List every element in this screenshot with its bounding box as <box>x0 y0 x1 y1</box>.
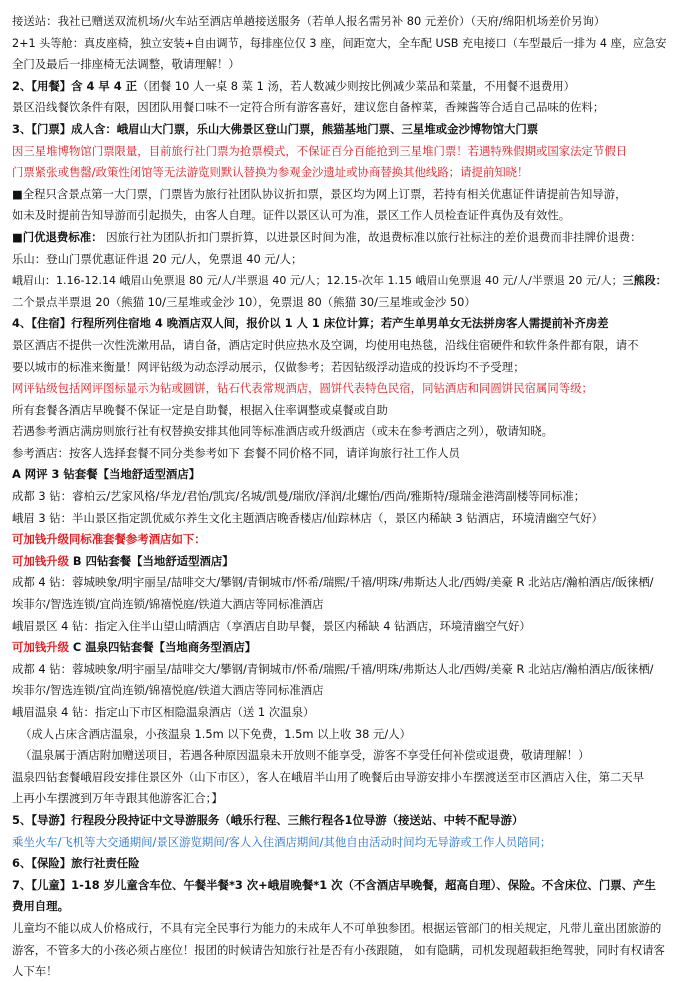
text-segment: （成人占床含酒店温泉，小孩温泉 1.5m 以下免费，1.5m 以上收 38 元/人） <box>20 726 412 741</box>
text-line <box>12 961 668 983</box>
text-segment: 三熊段： <box>622 274 667 288</box>
text-line <box>12 141 668 163</box>
text-line <box>12 119 668 141</box>
text-line <box>12 184 668 206</box>
text-segment: 儿童均不能以成人价格成行，不具有完全民事行为能力的未成年人不可单独参团。根据运管部门的相关规定，凡带儿童出团旅游的 <box>12 920 662 935</box>
text-segment: 3、【门票】成人含：峨眉山大门票，乐山大佛景区登山门票，熊猫基地门票、三星堆或金沙博物馆大门票 <box>12 121 539 136</box>
text-line <box>12 832 668 854</box>
text-line <box>12 875 668 897</box>
text-segment: 温泉四钻套餐峨眉段安排住景区外（山下市区），客人在峨眉半山用了晚餐后由导游安排小车摆渡送至市区酒店入住，第二天早 <box>12 769 645 784</box>
text-segment: 2、【用餐】含 4 早 4 正 <box>12 78 138 93</box>
text-segment: 成都 3 钻：睿柏云/艺家风格/华龙/君怡/凯宾/名城/凯曼/瑞欣/泽润/北螺怡/西尚/雅斯特/璟瑞金港湾副楼等同标准； <box>12 489 586 504</box>
text-line <box>12 551 668 573</box>
text-segment: 接送站：我社已赠送双流机场/火车站至酒店单趟接送服务（若单人报名需另补 80 元差价）（天府/绵阳机场差价另询） <box>12 14 606 28</box>
text-segment: 上再小车摆渡到万年寺跟其他游客汇合；】 <box>12 791 223 806</box>
text-line <box>12 918 668 940</box>
text-line <box>12 702 668 724</box>
text-segment: 参考酒店：按客人选择套餐不同分类参考如下 套餐不同价格不同，请详询旅行社工作人员 <box>12 445 460 460</box>
text-line <box>12 335 668 357</box>
text-segment: 网评钻级包括网评图标显示为钻或圆饼，钻石代表常规酒店，圆饼代表特色民宿，同钻酒店和同圆饼民宿属同等级； <box>12 381 593 396</box>
text-line <box>12 162 668 184</box>
text-line <box>12 486 668 508</box>
text-segment: 5、【导游】行程段分段持证中文导游服务（峨乐行程、三熊行程各1位导游（接送站、中转不配导游） <box>12 812 524 827</box>
text-segment: A 网评 3 钻套餐【当地舒适型酒店】 <box>12 467 201 482</box>
text-segment: 景区酒店不提供一次性洗漱用品，请自备，酒店定时供应热水及空调，均使用电热毯，沿线住宿硬件和软件条件都有限，请不 <box>12 337 639 352</box>
text-segment: 全门及最后一排座椅无法调整，敬请理解！） <box>12 57 240 72</box>
text-line <box>12 76 668 98</box>
text-line <box>12 810 668 832</box>
text-segment: （团餐 10 人一桌 8 菜 1 汤，若人数减少则按比例减少菜品和菜量，不用餐不退费用） <box>137 78 576 93</box>
text-line <box>12 637 668 659</box>
text-line <box>12 896 668 918</box>
text-segment: 乐山：登山门票优惠证件退 20 元/人，免票退 40 元/人； <box>12 251 303 266</box>
text-segment: 费用自理。 <box>12 899 69 914</box>
text-segment: 乘坐火车/飞机等大交通期间/景区游览期间/客人入住酒店期间/其他自由活动时间均无导游或工作人员陪同； <box>12 834 552 849</box>
text-segment: 二个景点半票退 20（熊猫 10/三星堆或金沙 10），免票退 80（熊猫 30/三星堆或金沙 50） <box>12 294 476 309</box>
text-segment: 人下车！ <box>12 964 58 979</box>
text-segment: 峨眉景区 4 钻：指定入住半山望山晴酒店（享酒店自助早餐，景区内稀缺 4 钻酒店，环境清幽空气好） <box>12 618 531 633</box>
text-segment: ■门优退费标准： <box>12 229 103 244</box>
text-line <box>12 745 668 767</box>
text-segment: 6、【保险】旅行社责任险 <box>12 856 140 871</box>
text-line <box>12 767 668 789</box>
text-line <box>12 270 668 292</box>
text-segment: 景区沿线餐饮条件有限，因团队用餐口味不一定符合所有游客喜好，建议您自备榨菜，香辣酱等合适自己品味的佐料； <box>12 100 605 115</box>
text-line <box>12 400 668 422</box>
text-segment: 门票紧张或售罄/政策性闭馆等无法游览则默认替换为参观金沙遗址或协商替换其他线路；请提前知晓！ <box>12 165 529 180</box>
text-line <box>12 227 668 249</box>
text-segment: 因三星堆博物馆门票限量，目前旅行社门票为抢票模式，不保证百分百能抢到三星堆门票！若遇特殊假期或国家法定节假日 <box>12 143 628 158</box>
text-segment: 2+1 头等舱：真皮座椅，独立安装+自由调节，每排座位仅 3 座，间距宽大，全车配 USB 充电接口（车型最后一排为 4 座，应急安 <box>12 36 667 50</box>
text-segment: 峨眉山：1.16-12.14 峨眉山免票退 80 元/人/半票退 40 元/人；12.15-次年 1.15 峨眉山免票退 40 元/人/半票退 20 元/人； <box>12 274 623 288</box>
text-line <box>12 421 668 443</box>
text-line <box>12 508 668 530</box>
text-segment: 埃菲尔/智选连锁/宜尚连锁/锦禧悦庭/铁道大酒店等同标准酒店 <box>12 597 324 612</box>
text-line <box>12 724 668 746</box>
text-line <box>12 313 668 335</box>
text-line <box>12 11 668 33</box>
text-segment: 4、【住宿】行程所列住宿地 4 晚酒店双人间，报价以 1 人 1 床位计算；若产生单男单女无法拼房客人需提前补齐房差 <box>12 316 609 331</box>
text-line <box>12 33 668 55</box>
text-segment: B 四钻套餐【当地舒适型酒店】 <box>68 553 234 568</box>
text-segment: ■全程只含景点第一大门票，门票皆为旅行社团队协议折扣票，景区均为网上订票，若持有相关优惠证件请提前告知导游， <box>12 186 627 201</box>
text-line <box>12 940 668 962</box>
text-segment: 因旅行社为团队折扣门票折算，以进景区时间为准，故退费标准以旅行社标注的差价退费而非挂牌价退费： <box>102 229 642 244</box>
text-line <box>12 357 668 379</box>
text-segment: 成都 4 钻：蓉城映象/明宇丽呈/喆啡交大/攀钢/青铜城市/怀希/瑞熙/千禧/明珠/弗斯达人北/西姆/美豪 R 北站店/瀚柏酒店/皈徕栖/ <box>12 661 654 676</box>
text-segment: 峨眉 3 钻：半山景区指定凯优威尔养生文化主题酒店晚香楼店/仙踪林店（，景区内稀缺 3 钻酒店，环境清幽空气好） <box>12 510 603 525</box>
text-line <box>12 594 668 616</box>
text-line <box>12 97 668 119</box>
text-segment: 峨眉温泉 4 钻：指定山下市区相隐温泉酒店（送 1 次温泉） <box>12 705 315 719</box>
text-line <box>12 205 668 227</box>
text-line <box>12 54 668 76</box>
text-line <box>12 249 668 271</box>
text-line <box>12 616 668 638</box>
text-segment: 要以城市的标准来衡量！网评钻级为动态浮动展示，仅做参考；若因钻级浮动造成的投诉均不予受理； <box>12 359 525 374</box>
text-segment: 7、【儿童】1-18 岁儿童含车位、午餐半餐*3 次+峨眉晚餐*1 次（不含酒店早晚餐，超高自理）、保险。不含床位、门票、产生 <box>12 877 656 892</box>
text-segment: 所有套餐各酒店早晚餐不保证一定是自助餐，根据入住率调整或桌餐或自助 <box>12 402 388 417</box>
text-line <box>12 572 668 594</box>
text-line <box>12 853 668 875</box>
text-line <box>12 529 668 551</box>
text-segment: 成都 4 钻：蓉城映象/明宇丽呈/喆啡交大/攀钢/青铜城市/怀希/瑞熙/千禧/明珠/弗斯达人北/西姆/美豪 R 北站店/瀚柏酒店/皈徕栖/ <box>12 575 654 590</box>
text-segment: 游客，不管多大的小孩必须占座位！报团的时候请告知旅行社是否有小孩跟随， 如有隐瞒，司机发现超载拒绝驾驶，同时有权请客 <box>12 942 665 957</box>
text-line <box>12 443 668 465</box>
text-segment: 如未及时提前告知导游而引起损失，由客人自理。证件以景区认可为准，景区工作人员检查证件真伪及有效性。 <box>12 208 571 223</box>
text-segment: 埃菲尔/智选连锁/宜尚连锁/锦禧悦庭/铁道大酒店等同标准酒店 <box>12 683 324 698</box>
text-line <box>12 659 668 681</box>
text-segment: 可加钱升级同标准套餐参考酒店如下： <box>12 532 206 547</box>
text-segment: 可加钱升级 <box>12 640 69 655</box>
text-line <box>12 788 668 810</box>
text-line <box>12 292 668 314</box>
text-segment: 可加钱升级 <box>12 553 69 568</box>
text-segment: 若遇参考酒店满房则旅行社有权替换安排其他同等标准酒店或升级酒店（或未在参考酒店之列），敬请知晓。 <box>12 424 554 439</box>
text-line <box>12 378 668 400</box>
text-segment: C 温泉四钻套餐【当地商务型酒店】 <box>68 640 257 655</box>
text-segment: （温泉属于酒店附加赠送项目，若遇各种原因温泉未开放则不能享受，游客不享受任何补偿或退费，敬请理解！） <box>20 748 590 763</box>
text-line <box>12 680 668 702</box>
text-line <box>12 464 668 486</box>
